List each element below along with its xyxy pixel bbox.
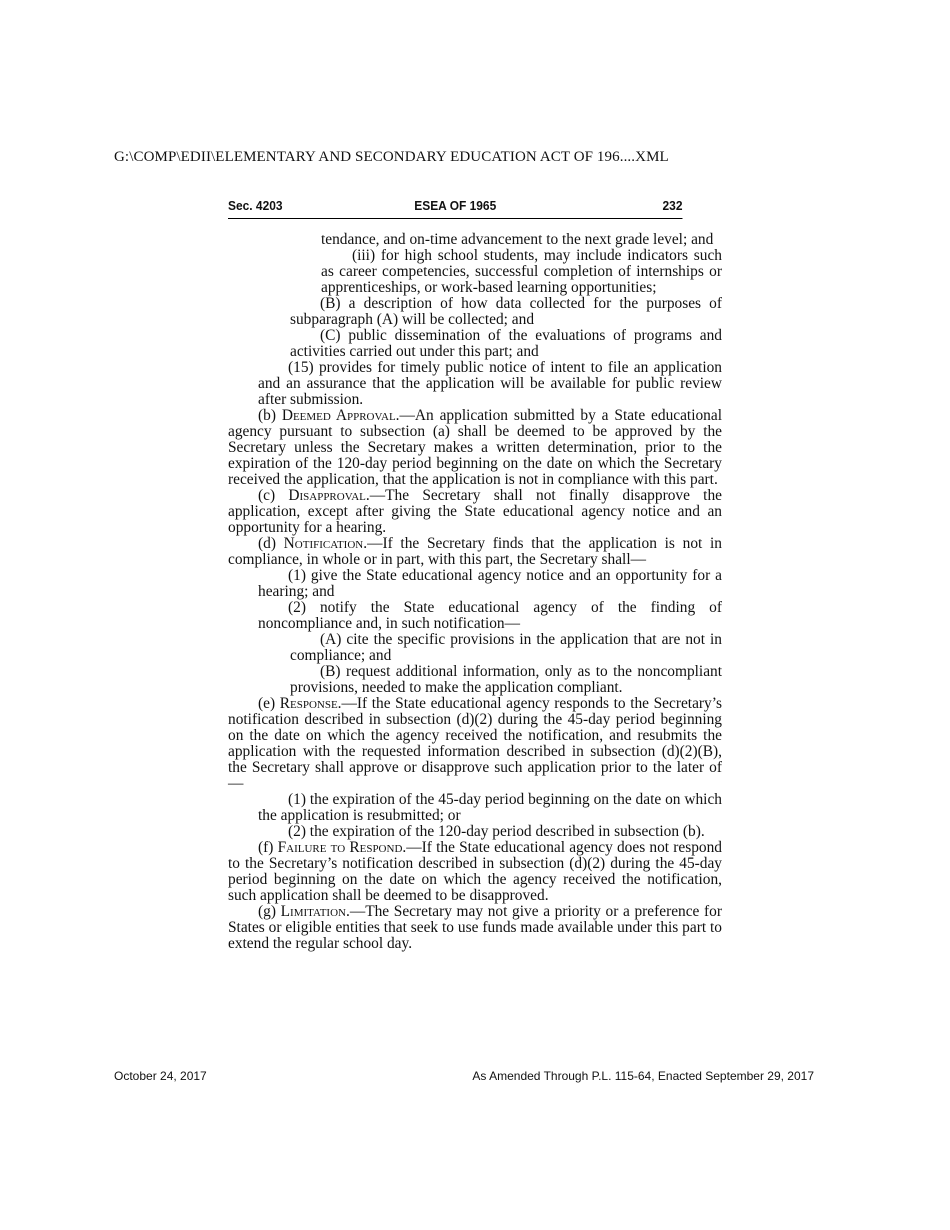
paragraph: (2) the expiration of the 120-day period described in subsection (b). — [288, 823, 705, 840]
paragraph: (C) public dissemination of the evaluations of programs and activities carried out under this part; and — [290, 327, 722, 360]
subsection-text: .—If the Secretary finds that the application is not in compliance, in whole or in part, with this part, the Secretary shall— — [228, 535, 722, 568]
subsection-label: (f) — [258, 839, 274, 856]
subsection-heading: Notification — [283, 535, 364, 552]
subsection-heading: Disapproval — [288, 487, 366, 504]
running-title: ESEA OF 1965 — [414, 198, 497, 213]
paragraph: (2) notify the State educational agency of the finding of noncompliance and, in such notification— — [258, 599, 722, 632]
subsection-text: .—The Secretary shall not finally disapprove the application, except after giving the State educational agency notice and an opportunity for a hearing. — [228, 487, 722, 536]
subsection-label: (g) — [258, 903, 276, 920]
subsection-f — [228, 840, 722, 904]
paragraph: (15) provides for timely public notice of intent to file an application and an assurance that the application will be available for public review after submission. — [258, 359, 722, 408]
subsection-heading: Failure to Respond — [277, 839, 403, 856]
paragraph: (1) the expiration of the 45-day period beginning on the date on which the application is resubmitted; or — [258, 791, 722, 824]
running-header — [228, 198, 682, 219]
subsection-e — [228, 696, 722, 792]
footer-amended-note: As Amended Through P.L. 115-64, Enacted September 29, 2017 — [472, 1069, 814, 1083]
subsection-heading: Limitation — [280, 903, 346, 920]
page-number: 232 — [662, 198, 683, 213]
paragraph: (1) give the State educational agency notice and an opportunity for a hearing; and — [258, 567, 722, 600]
subsection-heading: Response — [279, 695, 338, 712]
subsection-heading: Deemed Approval — [281, 407, 396, 424]
subsection-label: (c) — [258, 487, 276, 504]
subsection-b — [228, 408, 722, 488]
subsection-label: (d) — [258, 535, 276, 552]
subsection-label: (b) — [258, 407, 276, 424]
paragraph: (iii) for high school students, may include indicators such as career competencies, successful completion of internships or apprenticeships, or work-based learning opportunities; — [321, 247, 722, 296]
subsection-text: .—An application submitted by a State educational agency pursuant to subsection (a) shall be deemed to be approved by the Secretary unless the Secretary makes a written determination, prior to the expiration of the 120-day period beginning on the date on which the Secretary received the application, that the application is not in compliance with this part. — [228, 407, 722, 488]
document-body — [228, 232, 722, 952]
subsection-g — [228, 904, 722, 952]
subsection-d — [228, 536, 722, 568]
subsection-text: .—If the State educational agency does not respond to the Secretary’s notification described in subsection (d)(2) during the 45-day period beginning on the date on which the agency received the notification, such application shall be deemed to be disapproved. — [228, 839, 722, 904]
subsection-c — [228, 488, 722, 536]
file-path: G:\COMP\EDII\ELEMENTARY AND SECONDARY EDUCATION ACT OF 196....XML — [114, 149, 669, 165]
paragraph: (B) request additional information, only as to the noncompliant provisions, needed to make the application compliant. — [290, 663, 722, 696]
subsection-label: (e) — [258, 695, 276, 712]
subsection-text: .—If the State educational agency responds to the Secretary’s notification described in subsection (d)(2) during the 45-day period beginning on the date on which the agency received the notification, and resubmits the application with the requested information described in subsection (d)(2)(B), the Secretary shall approve or disapprove such application prior to the later of— — [228, 695, 722, 792]
section-number: Sec. 4203 — [228, 198, 283, 213]
paragraph: tendance, and on-time advancement to the next grade level; and — [321, 231, 714, 248]
footer-date: October 24, 2017 — [114, 1069, 207, 1083]
subsection-text: .—The Secretary may not give a priority or a preference for States or eligible entities that seek to use funds made available under this part to extend the regular school day. — [228, 903, 722, 952]
paragraph: (B) a description of how data collected for the purposes of subparagraph (A) will be collected; and — [290, 295, 722, 328]
paragraph: (A) cite the specific provisions in the application that are not in compliance; and — [290, 631, 722, 664]
